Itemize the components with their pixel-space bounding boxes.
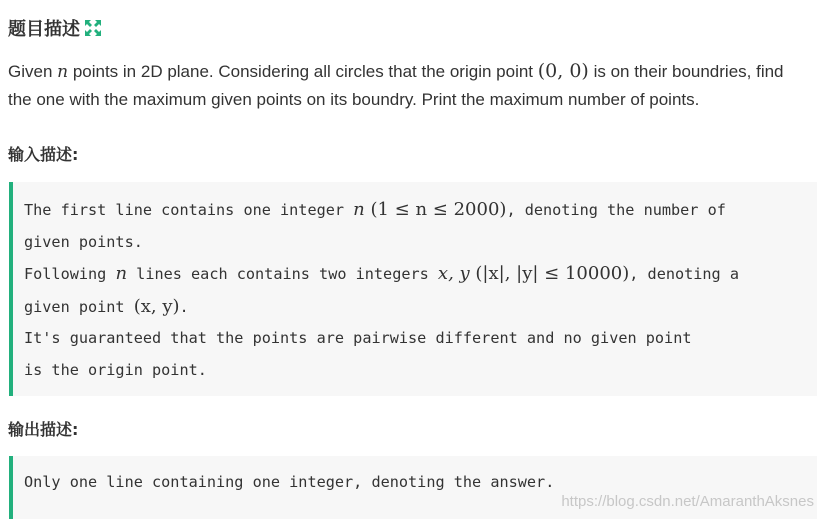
input-line-2: given points. [24,232,143,251]
math-range: (1 ≤ n ≤ 2000) [364,199,507,220]
input-line-3 [24,258,817,291]
math-n: n [353,199,365,220]
math-xy: x, y [437,263,470,284]
desc-text: points in 2D plane. Considering all circles that the origin point [68,62,538,81]
code-text: , denoting a [629,265,739,283]
title-row [8,14,102,42]
expand-arrows-icon[interactable] [84,19,102,37]
code-text: lines each contains two integers [127,265,438,283]
description-line-2: the one with the maximum given points on its boundry. Print the maximum number of points. [8,90,700,109]
output-section-label: 输出描述: [8,420,79,439]
input-line-4 [24,291,817,324]
code-text: The first line contains one integer [24,201,354,219]
math-range: (|x|, |y| ≤ 10000) [469,263,630,284]
code-text: given point [24,297,134,316]
desc-text: Given [8,62,58,81]
code-text: . [179,297,189,316]
input-section-label: 输入描述: [8,145,79,164]
problem-description [8,57,814,114]
math-origin: (0, 0) [537,60,589,82]
desc-text: is on their boundries, find [588,62,784,81]
input-description-box [9,182,817,396]
input-line-6: is the origin point. [24,360,207,379]
input-line-5: It's guaranteed that the points are pairwise different and no given point [24,329,692,347]
watermark: https://blog.csdn.net/AmaranthAksnes [561,493,814,510]
output-line-1: Only one line containing one integer, denoting the answer. [24,473,555,491]
input-line-1 [24,194,817,227]
math-n: n [115,263,128,284]
math-point: (x, y) [133,295,180,317]
code-text: Following [24,265,116,283]
code-text: , denoting the number of [506,201,726,219]
description-line-1 [8,57,814,86]
problem-title: 题目描述 [8,19,80,40]
math-n: n [57,62,69,82]
